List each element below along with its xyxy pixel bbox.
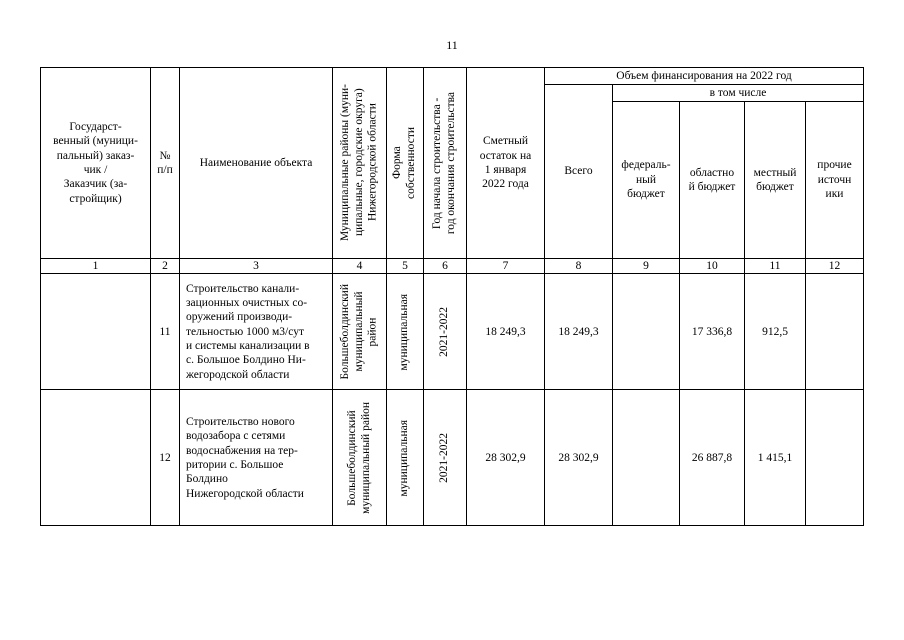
other-cell (806, 390, 864, 526)
estimated-remainder-cell: 18 249,3 (467, 274, 545, 390)
regional-cell: 26 887,8 (680, 390, 745, 526)
header-regional: областно й бюджет (680, 102, 745, 259)
district-cell: Большеболдинский муниципальный район (333, 274, 387, 390)
header-customer: Государст- венный (муници- пальный) заказ- чик / Заказчик (за- стройщик) (41, 68, 151, 259)
header-estimated-remainder: Сметный остаток на 1 января 2022 года (467, 68, 545, 259)
column-number: 10 (680, 259, 745, 274)
header-ownership: Форма собственности (387, 68, 424, 259)
customer-cell (41, 274, 151, 390)
object-name-cell: Строительство канали- зационных очистных со- оружений производи- тельностью 1000 м3/сут и системы канализации в с. Большое Болдино Ни- жегородской области (180, 274, 333, 390)
column-number: 6 (424, 259, 467, 274)
header-local: местный бюджет (745, 102, 806, 259)
estimated-remainder-cell: 28 302,9 (467, 390, 545, 526)
column-number-row (41, 259, 864, 274)
header-district: Муниципальные районы (муни- ципальные, городские округа) Нижегородской области (333, 68, 387, 259)
column-number: 3 (180, 259, 333, 274)
column-number: 11 (745, 259, 806, 274)
local-cell: 1 415,1 (745, 390, 806, 526)
table-row (41, 274, 864, 390)
ownership-cell: муниципальная (387, 390, 424, 526)
column-number: 8 (545, 259, 613, 274)
number-cell: 12 (151, 390, 180, 526)
header-object-name: Наименование объекта (180, 68, 333, 259)
page-number: 11 (446, 38, 458, 52)
customer-cell (41, 390, 151, 526)
local-cell: 912,5 (745, 274, 806, 390)
table-row (41, 390, 864, 526)
years-cell: 2021-2022 (424, 274, 467, 390)
header-other: прочие источн ики (806, 102, 864, 259)
header-funding-group: Объем финансирования на 2022 год (545, 68, 864, 85)
federal-cell (613, 390, 680, 526)
other-cell (806, 274, 864, 390)
years-cell: 2021-2022 (424, 390, 467, 526)
column-number: 7 (467, 259, 545, 274)
column-number: 4 (333, 259, 387, 274)
column-number: 2 (151, 259, 180, 274)
total-cell: 28 302,9 (545, 390, 613, 526)
district-cell: Большеболдинский муниципальный район (333, 390, 387, 526)
ownership-cell: муниципальная (387, 274, 424, 390)
header-federal: федераль- ный бюджет (613, 102, 680, 259)
header-total: Всего (545, 85, 613, 259)
financing-table (40, 67, 864, 526)
header-number: № п/п (151, 68, 180, 259)
regional-cell: 17 336,8 (680, 274, 745, 390)
object-name-cell: Строительство нового водозабора с сетями водоснабжения на тер- ритории с. Большое Болдино Нижегородской области (180, 390, 333, 526)
header-years: Год начала строительства - год окончания строительства (424, 68, 467, 259)
column-number: 9 (613, 259, 680, 274)
federal-cell (613, 274, 680, 390)
column-number: 12 (806, 259, 864, 274)
number-cell: 11 (151, 274, 180, 390)
column-number: 5 (387, 259, 424, 274)
column-number: 1 (41, 259, 151, 274)
header-including: в том числе (613, 85, 864, 102)
total-cell: 18 249,3 (545, 274, 613, 390)
